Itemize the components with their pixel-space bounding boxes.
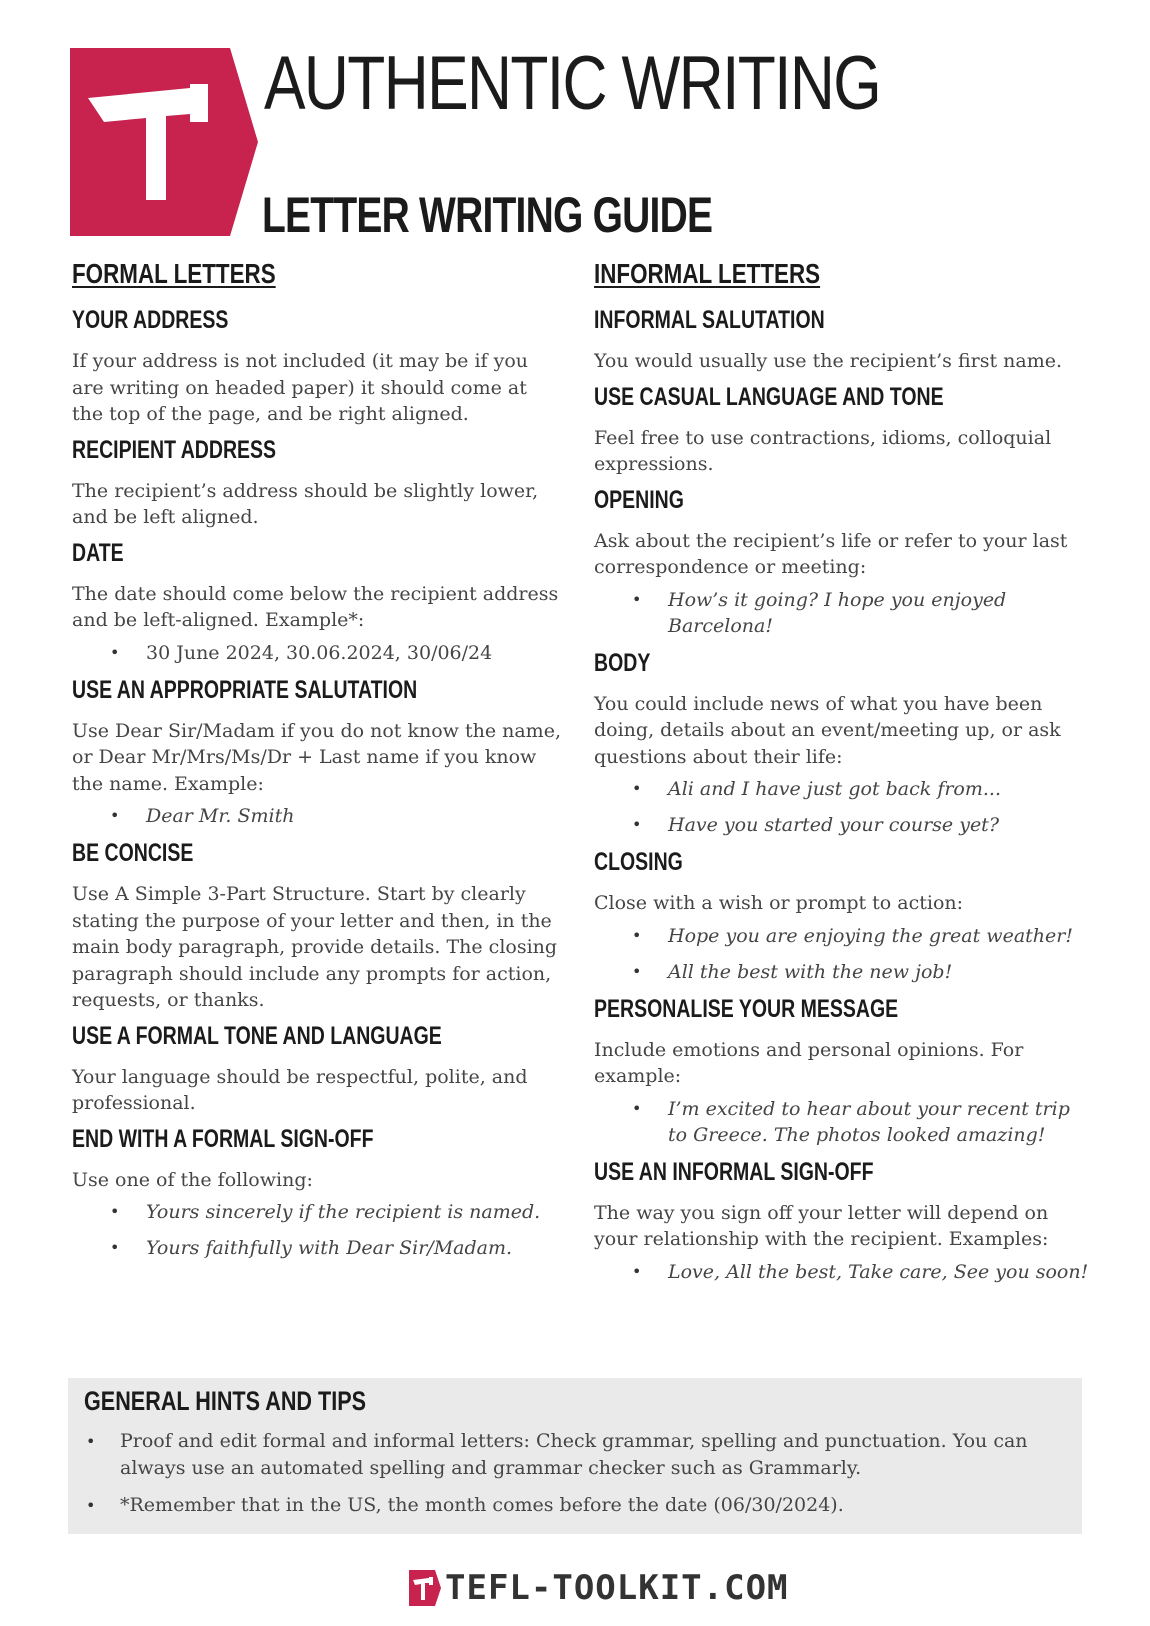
closing-examples xyxy=(594,923,1094,985)
formal-signoff-examples xyxy=(72,1199,562,1261)
list-item: • Yours faithfully with Dear Sir/Madam. xyxy=(72,1235,562,1261)
list-item: • Love, All the best, Take care, See you soon! xyxy=(594,1259,1094,1285)
document-title: AUTHENTIC WRITING xyxy=(264,41,881,126)
informal-signoff-heading: USE AN INFORMAL SIGN-OFF xyxy=(594,1157,874,1186)
informal-salutation-text: You would usually use the recipient’s first name. xyxy=(594,350,1063,372)
your-address-text: If your address is not included (it may be if you are writing on headed paper) it should come at the top of the page, and be right aligned. xyxy=(72,350,529,425)
closing-text: Close with a wish or prompt to action: xyxy=(594,892,964,914)
informal-letters-column xyxy=(594,258,1094,1295)
formal-tone-heading: USE A FORMAL TONE AND LANGUAGE xyxy=(72,1021,442,1050)
informal-signoff-examples xyxy=(594,1259,1094,1285)
general-tips-heading: GENERAL HINTS AND TIPS xyxy=(84,1386,367,1416)
personalise-examples xyxy=(594,1096,1094,1148)
list-item: • All the best with the new job! xyxy=(594,959,1094,985)
list-item: • Proof and edit formal and informal letters: Check grammar, spelling and punctuation. You can always use an automated spelling and grammar checker such as Grammarly. xyxy=(84,1428,1066,1482)
casual-language-text: Feel free to use contractions, idioms, colloquial expressions. xyxy=(594,426,1052,475)
recipient-address-text: The recipient’s address should be slightly lower, and be left aligned. xyxy=(72,479,539,528)
casual-language-heading: USE CASUAL LANGUAGE AND TONE xyxy=(594,382,944,411)
list-item: • 30 June 2024, 30.06.2024, 30/06/24 xyxy=(72,640,562,666)
formal-salutation-text: Use Dear Sir/Madam if you do not know the name, or Dear Mr/Mrs/Ms/Dr + Last name if you know the name. Example: xyxy=(72,719,561,795)
formal-salutation-heading: USE AN APPROPRIATE SALUTATION xyxy=(72,675,418,704)
date-examples xyxy=(72,640,562,666)
formal-letters-column xyxy=(72,258,562,1271)
list-item: • Yours sincerely if the recipient is named. xyxy=(72,1199,562,1225)
list-item: • How’s it going? I hope you enjoyed Barcelona! xyxy=(594,587,1094,639)
opening-examples xyxy=(594,587,1094,639)
footer-site-url[interactable]: TEFL-TOOLKIT.COM xyxy=(445,1568,789,1608)
footer xyxy=(409,1566,789,1610)
date-heading: DATE xyxy=(72,538,124,567)
body-text: You could include news of what you have been doing, details about an event/meeting up, or ask questions about their life: xyxy=(594,692,1061,768)
general-tips-box xyxy=(68,1378,1082,1534)
be-concise-text: Use A Simple 3-Part Structure. Start by clearly stating the purpose of your letter and then, in the main body paragraph, provide details. The closing paragraph should include any prompts for action, requests, or thanks. xyxy=(72,883,558,1011)
opening-text: Ask about the recipient’s life or refer to your last correspondence or meeting: xyxy=(594,529,1068,578)
formal-signoff-text: Use one of the following: xyxy=(72,1168,313,1191)
informal-salutation-heading: INFORMAL SALUTATION xyxy=(594,306,825,334)
tefl-toolkit-small-logo xyxy=(409,1570,441,1606)
informal-signoff-text: The way you sign off your letter will depend on your relationship with the recipient. Examples: xyxy=(594,1201,1049,1250)
be-concise-heading: BE CONCISE xyxy=(72,839,194,867)
body-heading: BODY xyxy=(594,648,651,677)
informal-letters-heading: INFORMAL LETTERS xyxy=(594,258,821,289)
date-text: The date should come below the recipient address and be left-aligned. Example*: xyxy=(72,582,559,631)
list-item: • Have you started your course yet? xyxy=(594,812,1094,838)
document-subtitle: LETTER WRITING GUIDE xyxy=(262,187,713,243)
formal-signoff-heading: END WITH A FORMAL SIGN-OFF xyxy=(72,1124,374,1153)
list-item: • *Remember that in the US, the month comes before the date (06/30/2024). xyxy=(84,1492,1066,1519)
formal-letters-heading: FORMAL LETTERS xyxy=(72,258,276,289)
list-item: • Hope you are enjoying the great weather! xyxy=(594,923,1094,949)
personalise-heading: PERSONALISE YOUR MESSAGE xyxy=(594,994,899,1023)
tefl-toolkit-logo xyxy=(70,48,258,236)
list-item: • Dear Mr. Smith xyxy=(72,803,562,829)
list-item: • Ali and I have just got back from... xyxy=(594,776,1094,802)
list-item: • I’m excited to hear about your recent trip to Greece. The photos looked amazing! xyxy=(594,1096,1094,1148)
general-tips-list xyxy=(84,1428,1066,1519)
closing-heading: CLOSING xyxy=(594,848,683,876)
personalise-text: Include emotions and personal opinions. For example: xyxy=(594,1038,1024,1087)
opening-heading: OPENING xyxy=(594,485,684,514)
your-address-heading: YOUR ADDRESS xyxy=(72,306,229,334)
formal-tone-text: Your language should be respectful, polite, and professional. xyxy=(72,1065,528,1114)
recipient-address-heading: RECIPIENT ADDRESS xyxy=(72,435,277,464)
body-examples xyxy=(594,776,1094,838)
formal-salutation-examples xyxy=(72,803,562,829)
